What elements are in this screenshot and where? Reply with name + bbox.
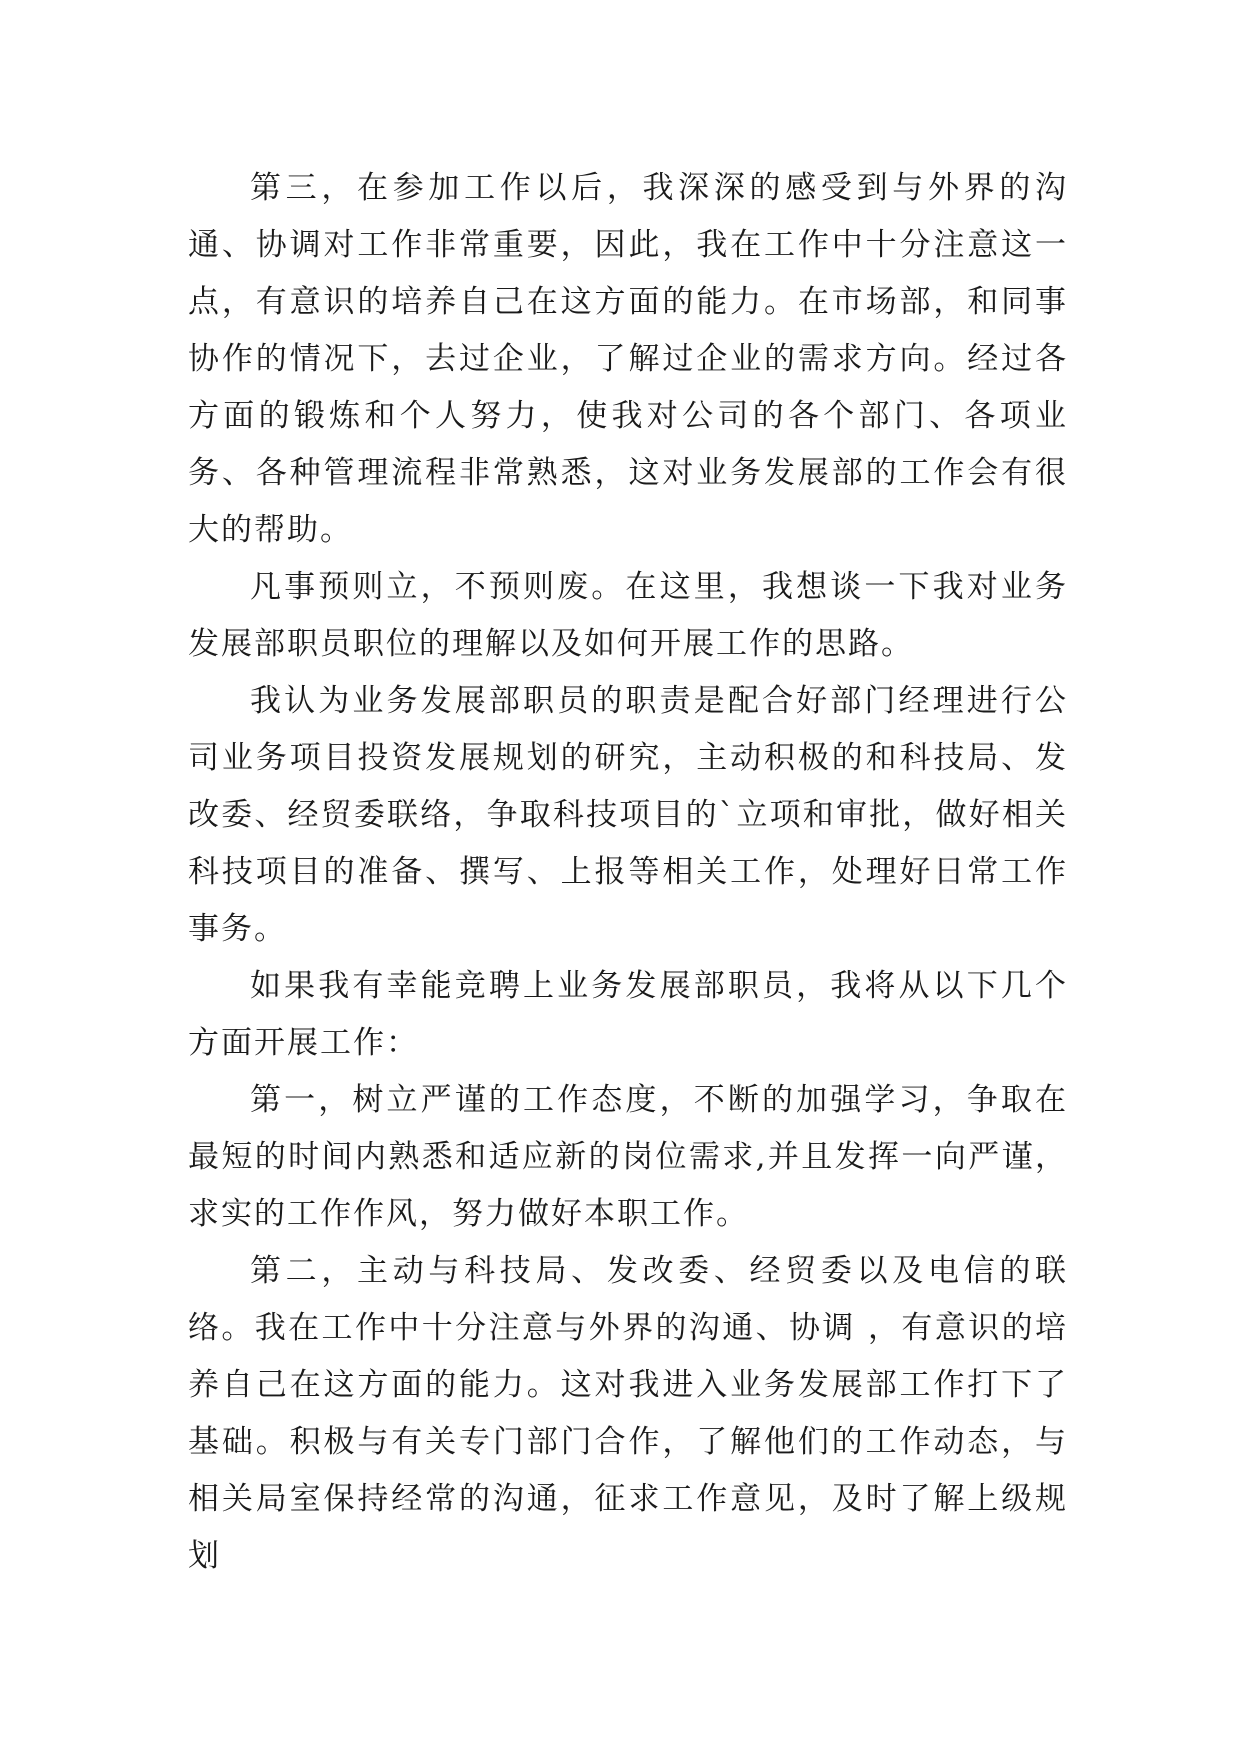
document-body [188, 160, 1068, 1585]
paragraph-6: 第二，主动与科技局、发改委、经贸委以及电信的联络。我在工作中十分注意与外界的沟通、协调 ，有意识的培养自己在这方面的能力。这对我进入业务发展部工作打下了基础。积极与有关专门部门合作，了解他们的工作动态，与相关局室保持经常的沟通，征求工作意见，及时了解上级规划 [188, 1253, 1068, 1574]
paragraph-2: 凡事预则立，不预则废。在这里，我想谈一下我对业务发展部职员职位的理解以及如何开展工作的思路。 [188, 569, 1068, 662]
paragraph-3: 我认为业务发展部职员的职责是配合好部门经理进行公司业务项目投资发展规划的研究，主动积极的和科技局、发改委、经贸委联络，争取科技项目的`立项和审批，做好相关科技项目的准备、撰写、上报等相关工作，处理好日常工作事务。 [188, 683, 1068, 947]
paragraph-4: 如果我有幸能竞聘上业务发展部职员，我将从以下几个方面开展工作： [188, 968, 1068, 1061]
paragraph-1: 第三，在参加工作以后，我深深的感受到与外界的沟通、协调对工作非常重要，因此，我在工作中十分注意这一点，有意识的培养自己在这方面的能力。在市场部，和同事协作的情况下，去过企业，了解过企业的需求方向。经过各方面的锻炼和个人努力，使我对公司的各个部门、各项业务、各种管理流程非常熟悉，这对业务发展部的工作会有很大的帮助。 [188, 170, 1068, 548]
paragraph-5: 第一，树立严谨的工作态度，不断的加强学习，争取在最短的时间内熟悉和适应新的岗位需求,并且发挥一向严谨，求实的工作作风，努力做好本职工作。 [188, 1082, 1068, 1232]
